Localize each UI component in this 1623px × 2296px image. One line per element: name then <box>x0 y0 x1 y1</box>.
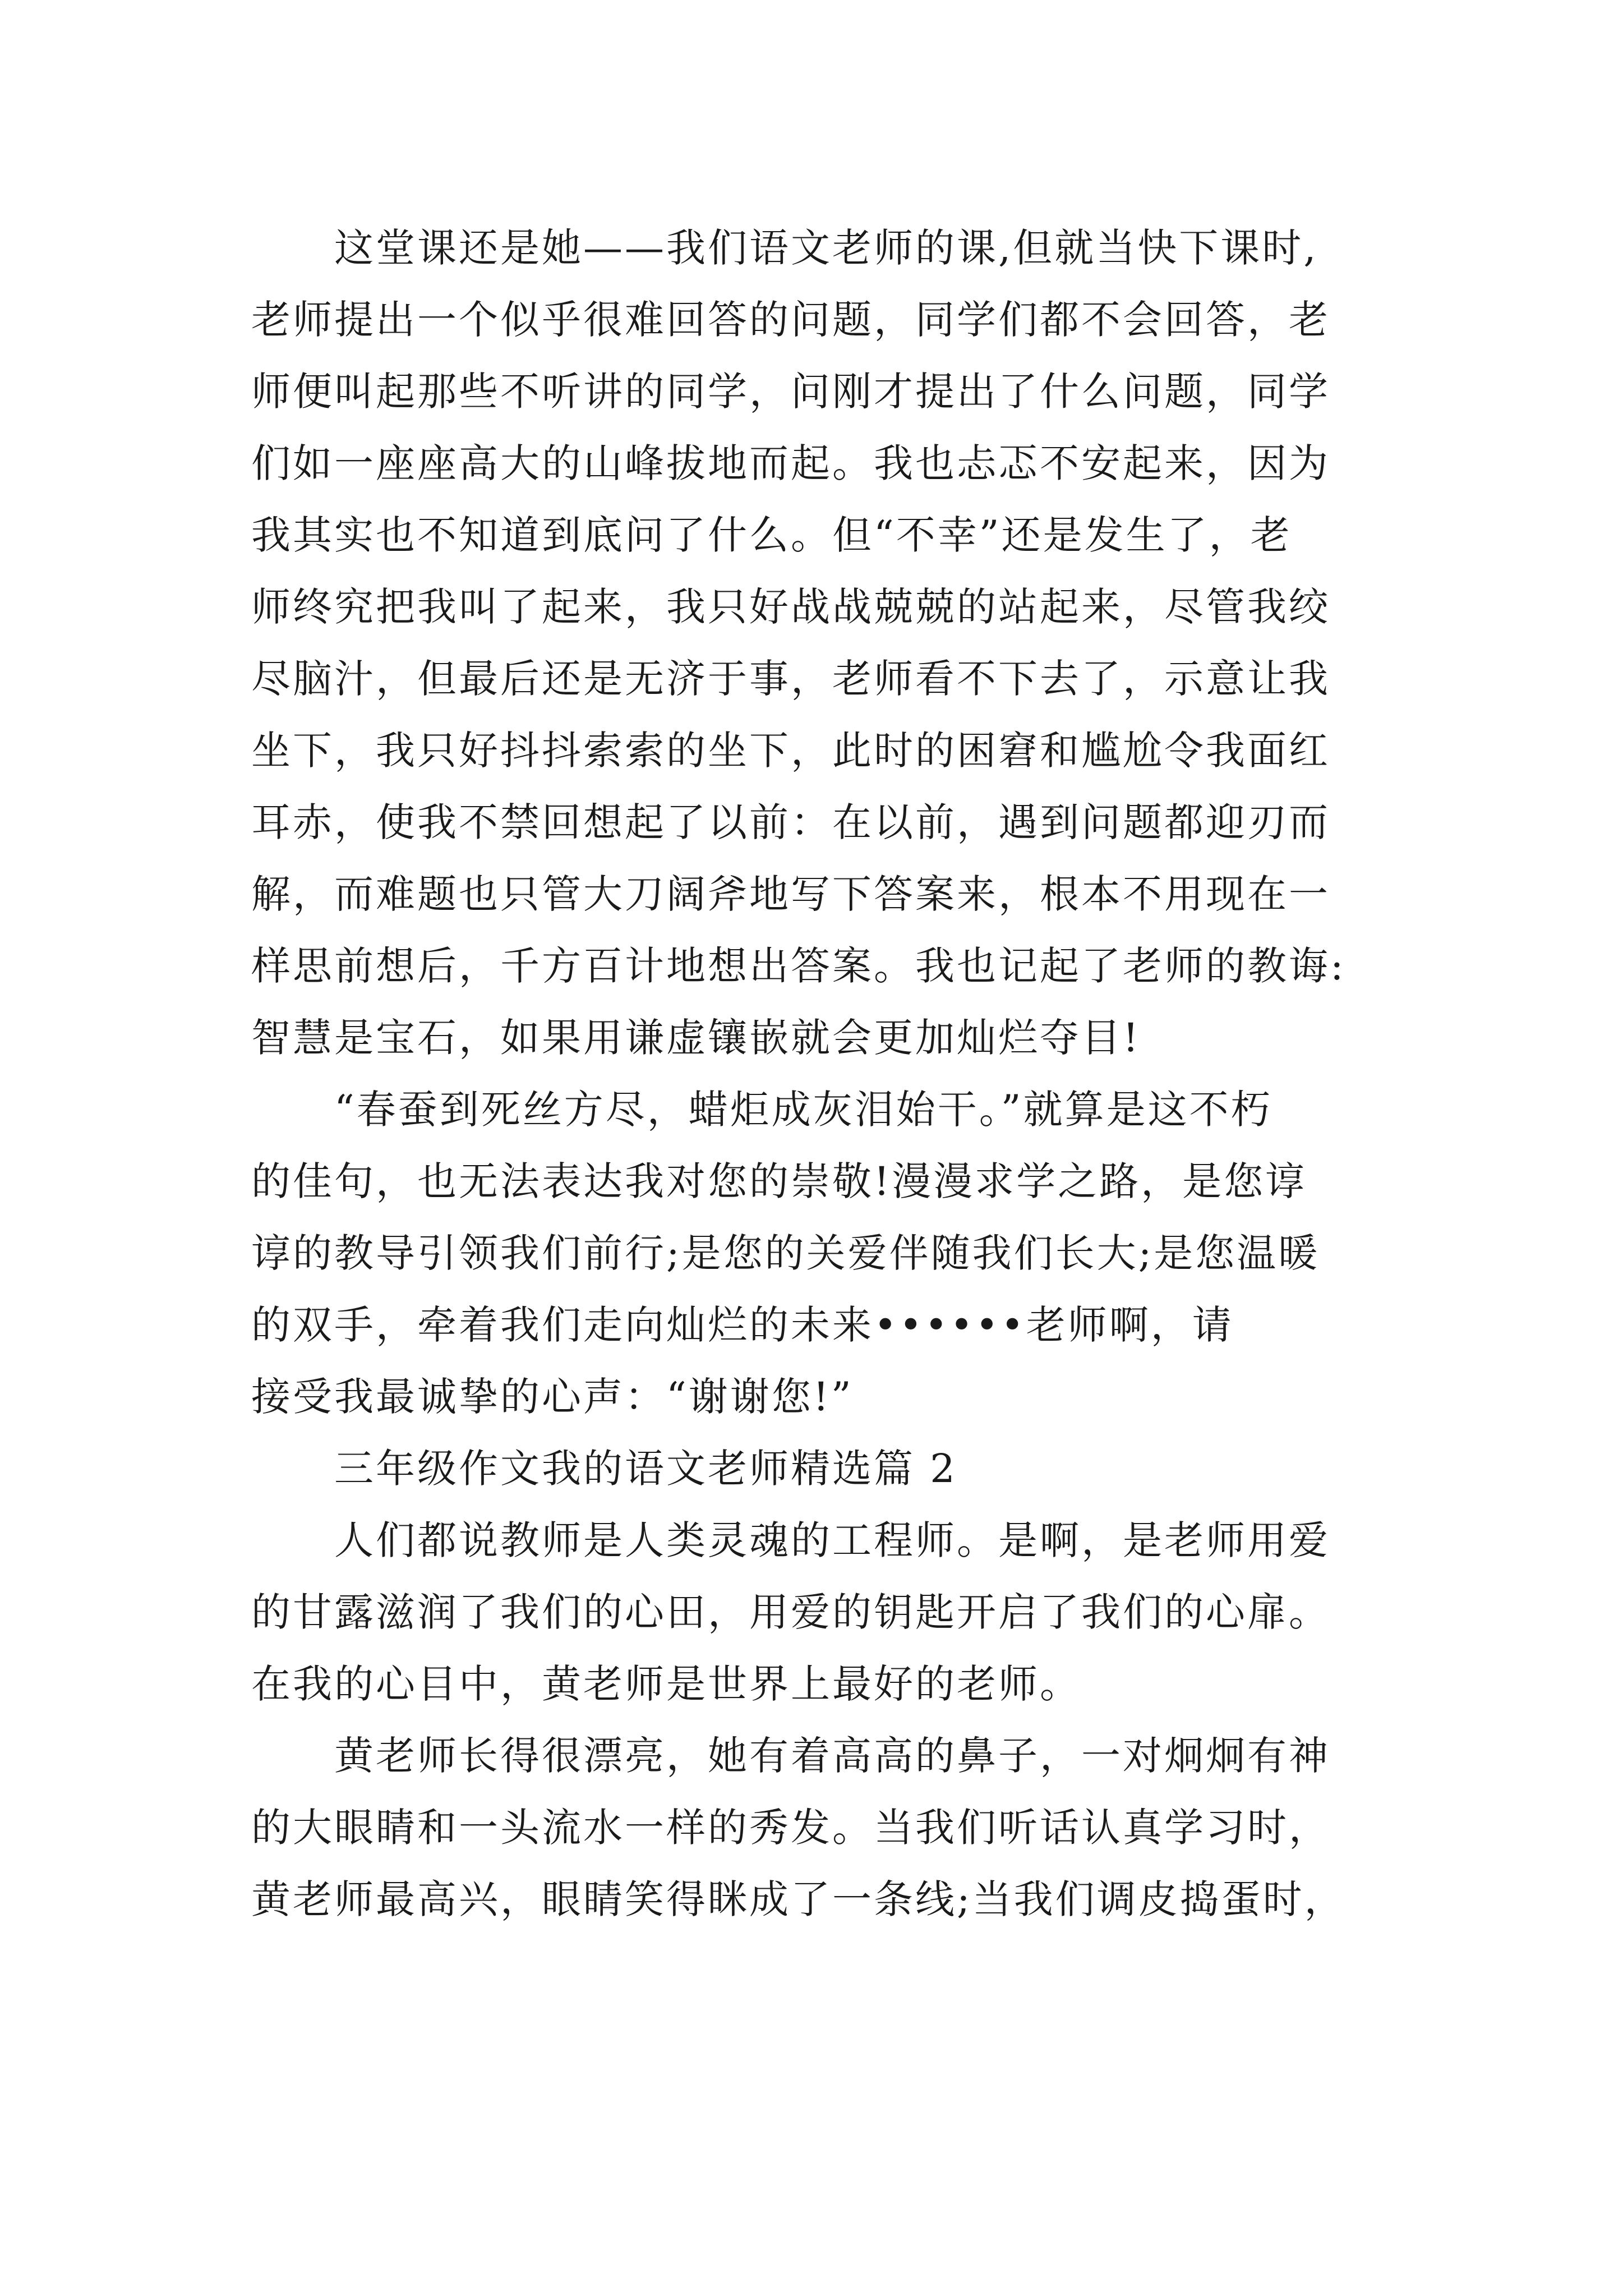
text-line: 谆的教导引领我们前行;是您的关爱伴随我们长大;是您温暖 <box>251 1230 1320 1276</box>
text-line: 师终究把我叫了起来，我只好战战兢兢的站起来，尽管我绞 <box>251 584 1330 630</box>
text-line: 接受我最诚挚的心声：“谢谢您!” <box>251 1374 854 1420</box>
text-line: 人们都说教师是人类灵魂的工程师。是啊，是老师用爱 <box>334 1517 1330 1563</box>
text-line: “春蚕到死丝方尽，蜡炬成灰泪始干。”就算是这不朽 <box>334 1087 1272 1133</box>
text-line: 的甘露滋润了我们的心田，用爱的钥匙开启了我们的心扉。 <box>251 1589 1330 1635</box>
text-line: 的双手，牵着我们走向灿烂的未来••••••老师啊，请 <box>251 1302 1234 1348</box>
text-line: 耳赤，使我不禁回想起了以前：在以前，遇到问题都迎刃而 <box>251 799 1330 845</box>
text-line: 三年级作文我的语文老师精选篇 2 <box>334 1446 957 1492</box>
text-line: 解，而难题也只管大刀阔斧地写下答案来，根本不用现在一 <box>251 871 1330 917</box>
text-line: 坐下，我只好抖抖索索的坐下，此时的困窘和尴尬令我面红 <box>251 728 1330 774</box>
text-line: 样思前想后，千方百计地想出答案。我也记起了老师的教诲: <box>251 943 1346 989</box>
text-line: 老师提出一个似乎很难回答的问题，同学们都不会回答，老 <box>251 297 1330 343</box>
text-line: 黄老师长得很漂亮，她有着高高的鼻子，一对炯炯有神 <box>334 1733 1330 1779</box>
text-line: 智慧是宝石，如果用谦虚镶嵌就会更加灿烂夺目! <box>251 1015 1141 1061</box>
text-line: 们如一座座高大的山峰拔地而起。我也忐忑不安起来，因为 <box>251 440 1330 486</box>
text-line: 在我的心目中，黄老师是世界上最好的老师。 <box>251 1661 1081 1707</box>
text-line: 的大眼睛和一头流水一样的秀发。当我们听话认真学习时， <box>251 1805 1330 1851</box>
text-line: 我其实也不知道到底问了什么。但“不幸”还是发生了，老 <box>251 512 1292 558</box>
text-line: 这堂课还是她——我们语文老师的课,但就当快下课时, <box>334 225 1318 271</box>
text-line: 尽脑汁，但最后还是无济于事，老师看不下去了，示意让我 <box>251 656 1330 702</box>
document-body <box>251 212 1373 1935</box>
text-line: 的佳句，也无法表达我对您的崇敬!漫漫求学之路，是您谆 <box>251 1158 1307 1204</box>
text-line: 黄老师最高兴，眼睛笑得眯成了一条线;当我们调皮捣蛋时， <box>251 1876 1346 1922</box>
text-line: 师便叫起那些不听讲的同学，问刚才提出了什么问题，同学 <box>251 369 1330 415</box>
